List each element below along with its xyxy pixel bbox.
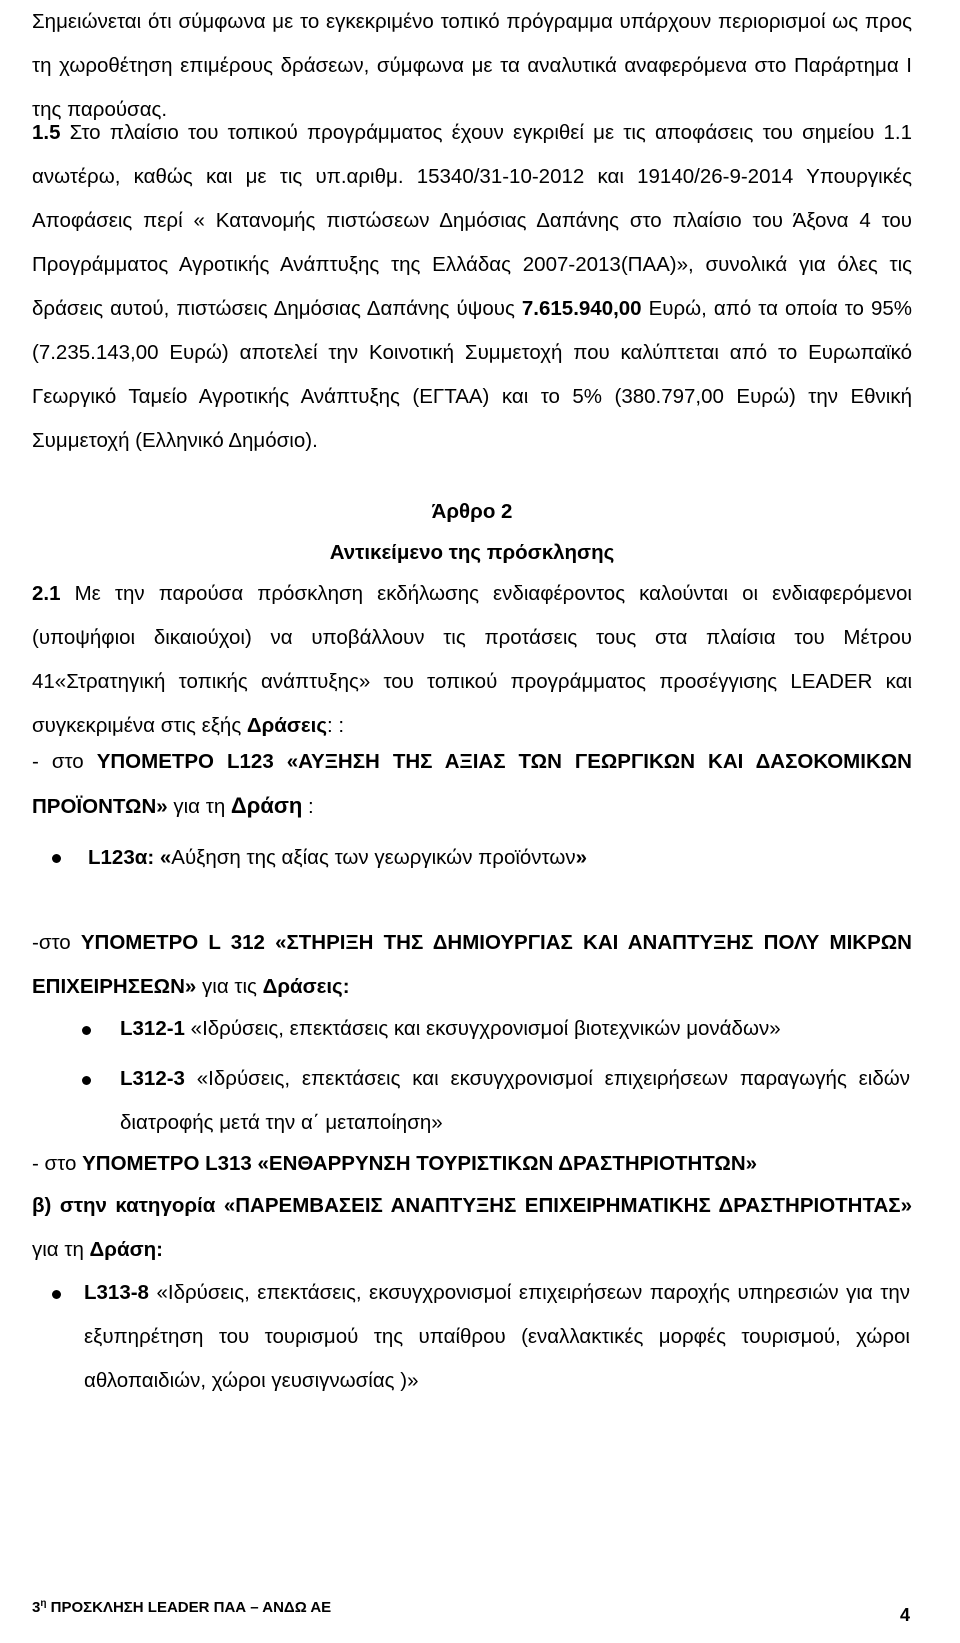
actions-label: Δράσεις: [262, 975, 350, 998]
action-label: Δράση: [89, 1238, 163, 1261]
section-text: Στο πλαίσιο του τοπικού προγράμματος έχουν εγκριθεί με τις αποφάσεις του σημείου 1.1 ανωτέρω, καθώς και με τις υπ.αριθμ. 15340/31-10-2012 και 19140/26-9-2014 Υπουργικές Αποφάσεις περί « Κατανομής πιστώσεων Δημόσιας Δαπάνης στο πλαίσιο του Άξονα 4 του Προγράμματος Αγροτικής Ανάπτυξης της Ελλάδας 2007-2013(ΠΑΑ)», συνολικά για όλες τις δράσεις αυτού, πιστώσεις Δημόσιας Δαπάνης ύψους [32, 121, 912, 320]
for-text: για τις [196, 975, 263, 998]
footer [32, 1598, 331, 1616]
bullet-icon [52, 854, 61, 863]
action-text: «Ιδρύσεις, επεκτάσεις, εκσυγχρονισμοί επιχειρήσεων παροχής υπηρεσιών για την εξυπηρέτηση του τουρισμού της υπαίθρου (εναλλακτικές μορφές τουρισμού, χώροι αθλοπαιδιών, χώροι γευσιγνωσίας )» [84, 1281, 910, 1392]
submeasure-l123 [32, 740, 912, 829]
prefix: - στο [32, 750, 97, 773]
submeasure-title: ΥΠΟΜΕΤΡΟ L123 «ΑΥΞΗΣΗ ΤΗΣ ΑΞΙΑΣ ΤΩΝ ΓΕΩΡΓΙΚΩΝ ΚΑΙ ΔΑΣΟΚΟΜΙΚΩΝ ΠΡΟΪΟΝΤΩΝ» [32, 750, 912, 818]
footer-text: ΠΡΟΣΚΛΗΣΗ LEADER ΠΑΑ – ΑΝΔΩ ΑΕ [46, 1599, 332, 1616]
intro-text: Σημειώνεται ότι σύμφωνα με το εγκεκριμένο τοπικό πρόγραμμα υπάρχουν περιορισμοί ως προς τη χωροθέτηση επιμέρους δράσεων, σύμφωνα με τα αναλυτικά αναφερόμενα στο Παράρτημα Ι της παρούσας. [32, 10, 912, 121]
bullet-icon [52, 1290, 61, 1299]
action-code: L312-1 [120, 1017, 185, 1040]
prefix: -στο [32, 931, 81, 954]
article-subtitle: Αντικείμενο της πρόσκλησης [329, 541, 615, 564]
action-text: «Ιδρύσεις, επεκτάσεις και εκσυγχρονισμοί βιοτεχνικών μονάδων» [184, 1017, 781, 1040]
submeasure-title: ΥΠΟΜΕΤΡΟ L 312 «ΣΤΗΡΙΞΗ ΤΗΣ ΔΗΜΙΟΥΡΓΙΑΣ ΚΑΙ ΑΝΑΠΤΥΞΗΣ ΠΟΛΥ ΜΙΚΡΩΝ ΕΠΙΧΕΙΡΗΣΕΩΝ» [32, 931, 912, 998]
article-title: Άρθρο 2 [431, 500, 513, 523]
action-code: L123α: « [88, 846, 172, 869]
action-code: L312-3 [120, 1067, 185, 1090]
section-1-5-paragraph [32, 111, 912, 463]
prefix: - στο [32, 1152, 83, 1175]
page-number: 4 [899, 1605, 910, 1625]
section-tail: : : [327, 714, 345, 737]
action-text: Αύξηση της αξίας των γεωργικών προϊόντων [171, 846, 576, 869]
submeasure-l313 [32, 1142, 912, 1186]
for-text: για τη [32, 1238, 90, 1261]
section-2-1-paragraph [32, 572, 912, 748]
section-text-continued: Ευρώ, από τα οποία το 95% (7.235.143,00 Ευρώ) αποτελεί την Κοινοτική Συμμετοχή που καλύπτεται από το Ευρωπαϊκό Γεωργικό Ταμείο Αγροτικής Ανάπτυξης (ΕΓΤΑΑ) και το 5% (380.797,00 Ευρώ) την Εθνική Συμμετοχή (Ελληνικό Δημόσιο). [32, 297, 912, 452]
action-item-l312-3 [120, 1057, 910, 1145]
section-text: Με την παρούσα πρόσκληση εκδήλωσης ενδιαφέροντος καλούνται οι ενδιαφερόμενοι (υποψήφιοι δικαιούχοι) να υποβάλλουν τις προτάσεις τους στα πλαίσια του Μέτρου 41«Στρατηγική τοπικής ανάπτυξης» του τοπικού προγράμματος προσέγγισης LEADER και συγκεκριμένα στις εξής [32, 582, 912, 737]
section-number: 2.1 [32, 582, 61, 605]
submeasure-title: ΥΠΟΜΕΤΡΟ L313 «ΕΝΘΑΡΡΥΝΣΗ ΤΟΥΡΙΣΤΙΚΩΝ ΔΡΑΣΤΗΡΙΟΤΗΤΩΝ» [82, 1152, 758, 1175]
action-item-l312-1 [120, 1007, 910, 1051]
section-number: 1.5 [32, 121, 61, 144]
colon: : [302, 795, 314, 818]
category-title: β) στην κατηγορία «ΠΑΡΕΜΒΑΣΕΙΣ ΑΝΑΠΤΥΞΗΣ ΕΠΙΧΕΙΡΗΜΑΤΙΚΗΣ ΔΡΑΣΤΗΡΙΟΤΗΤΑΣ» [32, 1194, 912, 1217]
action-code: L313-8 [84, 1281, 149, 1304]
action-text: «Ιδρύσεις, επεκτάσεις και εκσυγχρονισμοί επιχειρήσεων παραγωγής ειδών διατροφής μετά την α΄ μεταποίηση» [120, 1067, 910, 1134]
footer-superscript: η [40, 1598, 47, 1609]
action-item-l313-8 [84, 1271, 910, 1403]
action-item-l123a [88, 836, 908, 880]
for-text: για τη [167, 795, 231, 818]
category-paragraph [32, 1184, 912, 1272]
amount: 7.615.940,00 [521, 297, 642, 320]
submeasure-l312 [32, 921, 912, 1009]
actions-label: Δράσεις [246, 714, 328, 737]
action-close: » [575, 846, 588, 869]
footer-number: 3 [32, 1599, 41, 1616]
action-label: Δράση [230, 793, 303, 818]
bullet-icon [82, 1076, 91, 1085]
bullet-icon [82, 1026, 91, 1035]
